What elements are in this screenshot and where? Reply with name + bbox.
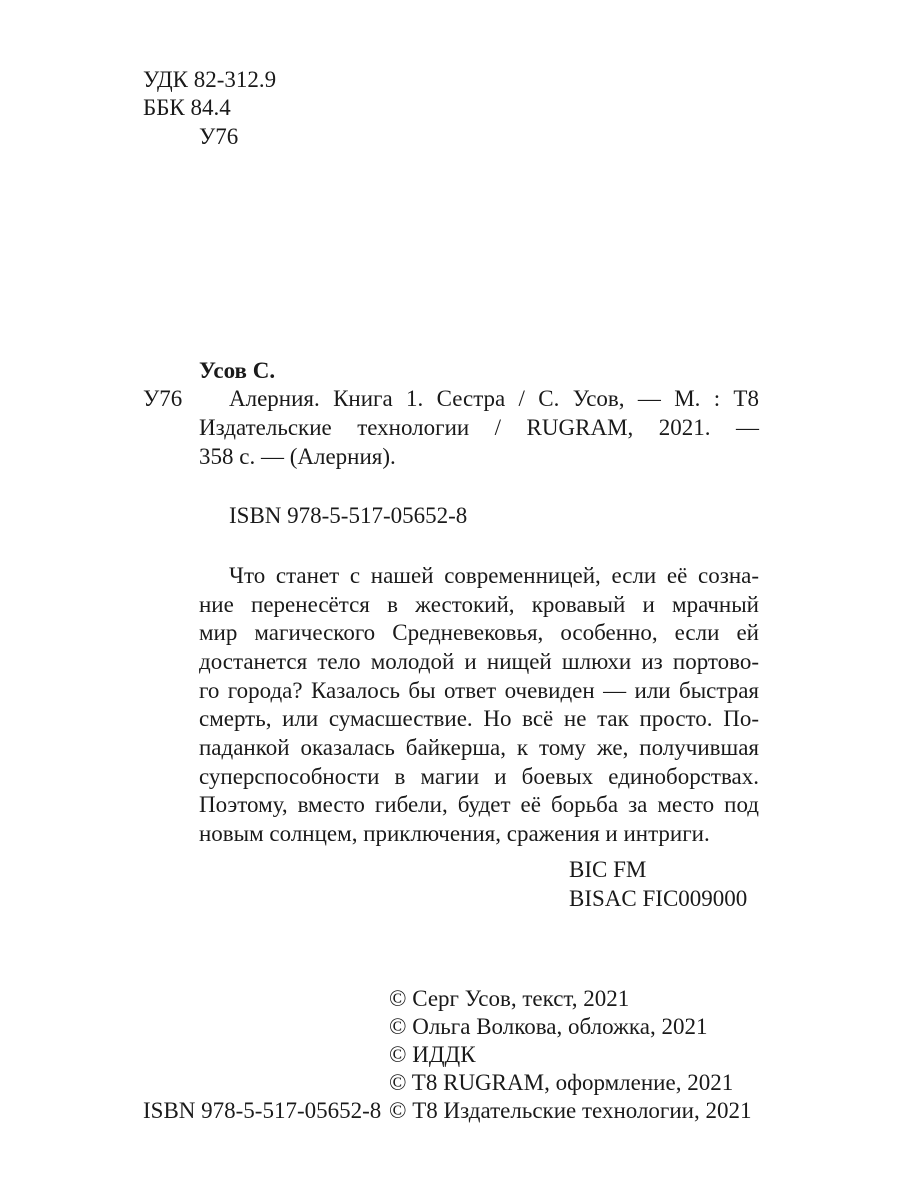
annotation-line: суперспособности в магии и боевых единоборствах. [199,764,759,789]
bib-line-3: 358 с. — (Алерния). [199,444,396,469]
catalog-isbn: ISBN 978-5-517-05652-8 [229,503,468,528]
author-mark: У76 [199,124,239,149]
bic-code: BIC FM [569,857,647,882]
annotation-line: ние перенесётся в жестокий, кровавый и мрачный [199,592,759,617]
annotation-line: мир магического Средневековья, особенно, если ей [199,620,759,645]
copyright-line: © Серг Усов, текст, 2021 [389,986,630,1011]
annotation-line: новым солнцем, приключения, сражения и интриги. [199,821,710,846]
bisac-code: BISAC FIC009000 [569,886,748,911]
copyright-line: © ИДДК [389,1042,476,1067]
copyright-line: © Ольга Волкова, обложка, 2021 [389,1014,708,1039]
bib-line-2: Издательские технологии / RUGRAM, 2021. — [199,415,759,440]
annotation-line: Поэтому, вместо гибели, будет её борьба за место под [199,792,759,817]
copyright-line: © Т8 Издательские технологии, 2021 [389,1098,752,1123]
author-heading: Усов С. [199,358,276,383]
copyright-line: © T8 RUGRAM, оформление, 2021 [389,1070,734,1095]
annotation-line: смерть, или сумасшествие. Но всё не так просто. По- [199,706,759,731]
udk-code: УДК 82-312.9 [143,67,277,92]
annotation-line: паданкой оказалась байкерша, к тому же, получившая [199,735,759,760]
annotation-line: го города? Казалось бы ответ очевиден — или быстрая [199,678,759,703]
bib-line-1: Алерния. Книга 1. Сестра / С. Усов, — М. : Т8 [229,386,759,411]
annotation-line: достанется тело молодой и нищей шлюхи из портово- [199,649,759,674]
annotation-line: Что станет с нашей современницей, если её созна- [229,563,759,588]
bbk-code: ББК 84.4 [143,95,231,120]
catalog-author-mark: У76 [143,386,183,411]
footer-isbn: ISBN 978-5-517-05652-8 [143,1098,382,1123]
